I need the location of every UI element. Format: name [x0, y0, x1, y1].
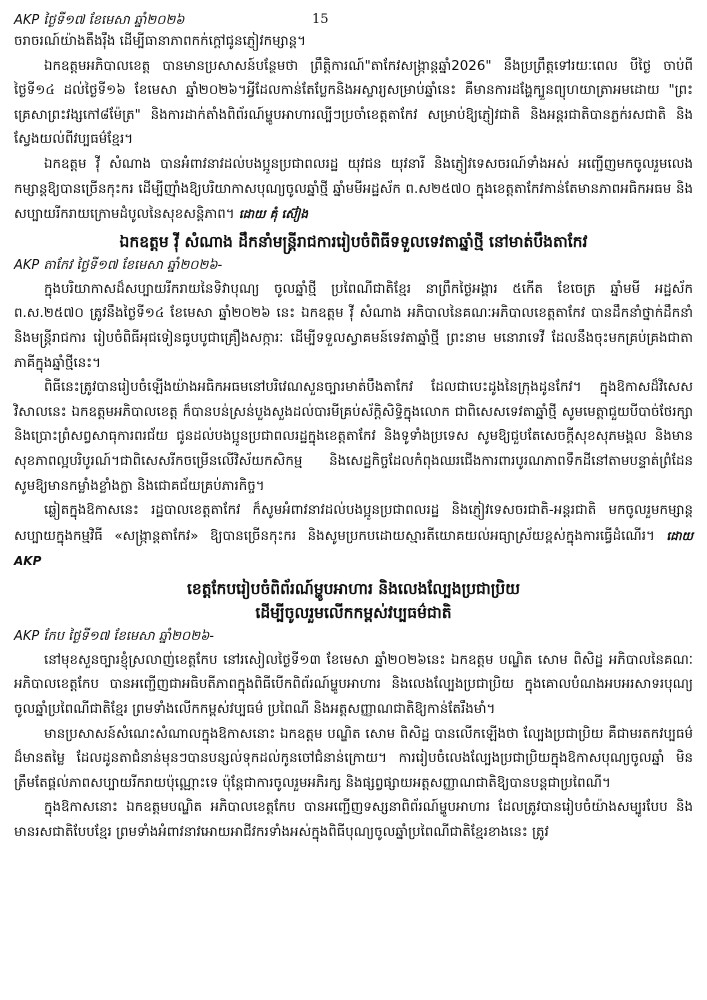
article-title-line-1: ខេត្តកែបរៀបចំពិព័រណ៍ម្ហូបអាហារ និងលេងល្បែងប្រជាប្រិយ	[186, 579, 521, 598]
article-paragraph: មានប្រសាសន៍សំណេះសំណាលក្នុងឱកាសនោះ ឯកឧត្តម បណ្ឌិត សោម ពិសិដ្ឋ បានលើកឡើងថា ល្បែងប្រជាប្រិយ គឺជាមរតកវប្បធម៌ដ៏មានតម្លៃ ដែលដូនតាជំនាន់មុនៗបានបន្សល់ទុកដល់កូនចៅជំនាន់ក្រោយ។ ការរៀបចំលេងល្បែងប្រជាប្រិយក្នុងឱកាសបុណ្យចូលឆ្នាំ មិនត្រឹមតែផ្ដល់ភាពសប្បាយរីករាយប៉ុណ្ណោះទេ ប៉ុន្តែជាការចូលរួមអភិរក្ស និងផ្សព្វផ្សាយអត្តសញ្ញាណជាតិឱ្យបានបន្តជាប្រពៃណី។	[14, 726, 693, 791]
article-paragraph: នៅមុខសួនច្បារខ្ញុំស្រលាញ់ខេត្តកែប នៅរសៀលថ្ងៃទី១៣ ខែមេសា ឆ្នាំ២០២៦នេះ ឯកឧត្តម បណ្ឌិត សោម ពិសិដ្ឋ អភិបាលនៃគណៈអភិបាលខេត្តកែប បានអញ្ជើញជាអធិបតីភាពក្នុងពិធីបើកពិព័រណ៍ម្ហូបអាហារ និងលេងល្បែងប្រជាប្រិយ ក្នុងគោលបំណងអបអរសាទរបុណ្យចូលឆ្នាំប្រពៃណីជាតិខ្មែរ ព្រមទាំងលើកកម្ពស់វប្បធម៌ ប្រពៃណី និងអត្តសញ្ញាណជាតិឱ្យកាន់តែរឹងមាំ។	[14, 652, 693, 718]
article-continuation: ចរាចរណ៍យ៉ាងតឹងរ៉ឹង ដើម្បីធានាភាពកក់ក្ដៅជូនភ្ញៀវកម្សាន្ត។	[14, 34, 306, 49]
article-byline: ដោយ AKP	[14, 528, 693, 569]
article-dateline: AKP កែប ថ្ងៃទី១៧ ខែមេសា ឆ្នាំ២០២៦-	[14, 628, 214, 644]
article-title-line-2: ដើម្បីចូលរួមលើកកម្ពស់វប្បធម៌ជាតិ	[255, 603, 452, 622]
article-paragraph: ឯកឧត្តមអភិបាលខេត្ត បានមានប្រសាសន៍បន្ថែមថា ព្រឹត្តិការណ៍"តាកែវសង្ក្រាន្តឆ្នាំ2026" នឹងប្រព្រឹត្តទៅរយៈពេល បីថ្ងៃ ចាប់ពីថ្ងៃទី១៤ ដល់ថ្ងៃទី១៦ ខែមេសា ឆ្នាំ២០២៦។អ្វីដែលកាន់តែប្លែកនិងអស្ចារ្យសម្រាប់ឆ្នាំនេះ គឺមានការដង្ហែក្បួនព្យុហយាត្រាអមដោយ "ព្រះគ្រេសាព្រះវង្សកៅ៨ម៉ែត្រ" និងការដាក់តាំងពិព័រណ៍ម្ហូបអាហារល្បីៗប្រចាំខេត្តតាកែវ សម្រាប់ឱ្យភ្ញៀវជាតិ និងអន្តរជាតិបានភ្លក់រសជាតិ និងស្វែងយល់ពីវប្បធម៌ខ្មែរ។	[14, 58, 693, 148]
article-paragraph: ក្នុងឱកាសនោះ ឯកឧត្តមបណ្ឌិត អភិបាលខេត្តកែប បានអញ្ជើញទស្សនាពិព័រណ៍ម្ហូបអាហារ ដែលត្រូវបានរៀបចំយ៉ាងសម្បូរបែប និងមានរសជាតិបែបខ្មែរ ព្រមទាំងអំពាវនាវអោយអាជីវករទាំងអស់ក្នុងពិធីបុណ្យចូលឆ្នាំប្រពៃណីជាតិខ្មែរខាងនេះ ត្រូវ	[14, 800, 693, 841]
article-kep-food-fair	[14, 577, 693, 846]
article-takeo-sangkran	[14, 30, 693, 228]
page-header	[14, 4, 693, 30]
article-dateline: AKP តាកែវ ថ្ងៃទី១៧ ខែមេសា ឆ្នាំ២០២៦-	[14, 257, 223, 273]
page-number: 15	[312, 12, 329, 27]
article-paragraph: ឯកឧត្តម វ៉ី សំណាង បានអំពាវនាវដល់បងប្អូនប្រជាពលរដ្ឋ យុវជន យុវនារី និងភ្ញៀវទេសចរណ៍ទាំងអស់ អញ្ជើញមកចូលរួមលេងកម្សាន្តឱ្យបានច្រើនកុះករ ដើម្បីញ៉ាំងឱ្យបរិយាកាសបុណ្យចូលឆ្នាំថ្មី ឆ្នាំមមីអដ្ឋស័ក ព.ស២៥៧០ ក្នុងខេត្តតាកែវកាន់តែមានភាពអធិកអធម និងសប្បាយរីករាយក្រោមដំបូលនៃសុខសន្តិភាព។ ដោយ គុំ ស៊ៀង	[14, 156, 693, 223]
article-paragraph: ពិធីនេះត្រូវបានរៀបចំឡើងយ៉ាងអធិកអធមនៅបរិវេណសួនច្បារមាត់បឹងតាកែវ ដែលជាបេះដូងនៃក្រុងដូនកែវ។ ក្នុងឱកាសដ៏វិសេសវិសាលនេះ ឯកឧត្តមអភិបាលខេត្ត ក៏បានបន់ស្រន់បួងសួងដល់បារមីគ្រប់ស័ក្ដិសិទ្ធិក្នុងលោក ជាពិសេសទេវតាឆ្នាំថ្មី សូមមេត្តាជួយបីបាច់ថែរក្សា និងប្រោះព្រំសព្វសាធុការពរជ័យ ជូនដល់បងប្អូនប្រជាពលរដ្ឋក្នុងខេត្តតាកែវ និងទូទាំងប្រទេស សូមឱ្យជួបតែសេចក្ដីសុខសុភមង្គល និងមានសុខភាពល្អបរិបូរណ៍។ជាពិសេសរីកចម្រើនលើវិស័យកសិកម្ម និងសេដ្ឋកិច្ចដែលកំពុងឈរជើងការពារបូរណភាពទឹកដីនៅតាមបន្ទាត់ព្រំដែន សូមឱ្យមានកម្លាំងខ្លាំងក្លា និងជោគជ័យគ្រប់ភារកិច្ច។	[14, 380, 693, 494]
article-paragraph: ឆ្លៀតក្នុងឱកាសនេះ រដ្ឋបាលខេត្តតាកែវ ក៏សូមអំពាវនាវដល់បងប្អូនប្រជាពលរដ្ឋ និងភ្ញៀវទេសចរជាតិ-អន្តរជាតិ មកចូលរួមកម្សាន្តសប្បាយក្នុងកម្មវិធី «សង្ក្រាន្តតាកែវ» ឱ្យបានច្រើនកុះករ និងសូមប្រកបដោយស្មារតីយោគយល់អធ្យាស្រ័យខ្ពស់ក្នុងការធ្វើដំណើរ។ ដោយ AKP	[14, 503, 693, 569]
article-new-year-angel	[14, 230, 693, 575]
article-title: ឯកឧត្តម វ៉ី សំណាង ដឹកនាំមន្ត្រីរាជការរៀបចំពិធីទទួលទេវតាឆ្នាំថ្មី នៅមាត់បឹងតាកែវ	[119, 232, 588, 251]
article-paragraph: ក្នុងបរិយាកាសដ៏សប្បាយរីករាយនៃទិវាបុណ្យ ចូលឆ្នាំថ្មី ប្រពៃណីជាតិខ្មែរ នាព្រឹកថ្ងៃអង្គារ ៥កើត ខែចេត្រ ឆ្នាំមមី អដ្ឋស័ក ព.ស.២៥៧០ ត្រូវនឹងថ្ងៃទី១៤ ខែមេសា ឆ្នាំ២០២៦ នេះ ឯកឧត្តម វ៉ី សំណាង អភិបាលនៃគណៈអភិបាលខេត្តតាកែវ បានដឹកនាំថ្នាក់ដឹកនាំ និងមន្ត្រីរាជការ រៀបចំពិធីអុជទៀនធូបបូជាគ្រឿងសក្ការៈ ដើម្បីទទួលស្វាគមន៍ទេវតាឆ្នាំថ្មី ព្រះនាម មនោរាទេវី ដែលនឹងចុះមកគ្រប់គ្រងជាតាភាគីក្នុងឆ្នាំថ្មីនេះ។	[14, 281, 693, 371]
header-dateline: AKP ថ្ងៃទី១៧ ខែមេសា ឆ្នាំ២០២៦	[14, 13, 185, 28]
article-byline: ដោយ គុំ ស៊ៀង	[238, 207, 308, 222]
